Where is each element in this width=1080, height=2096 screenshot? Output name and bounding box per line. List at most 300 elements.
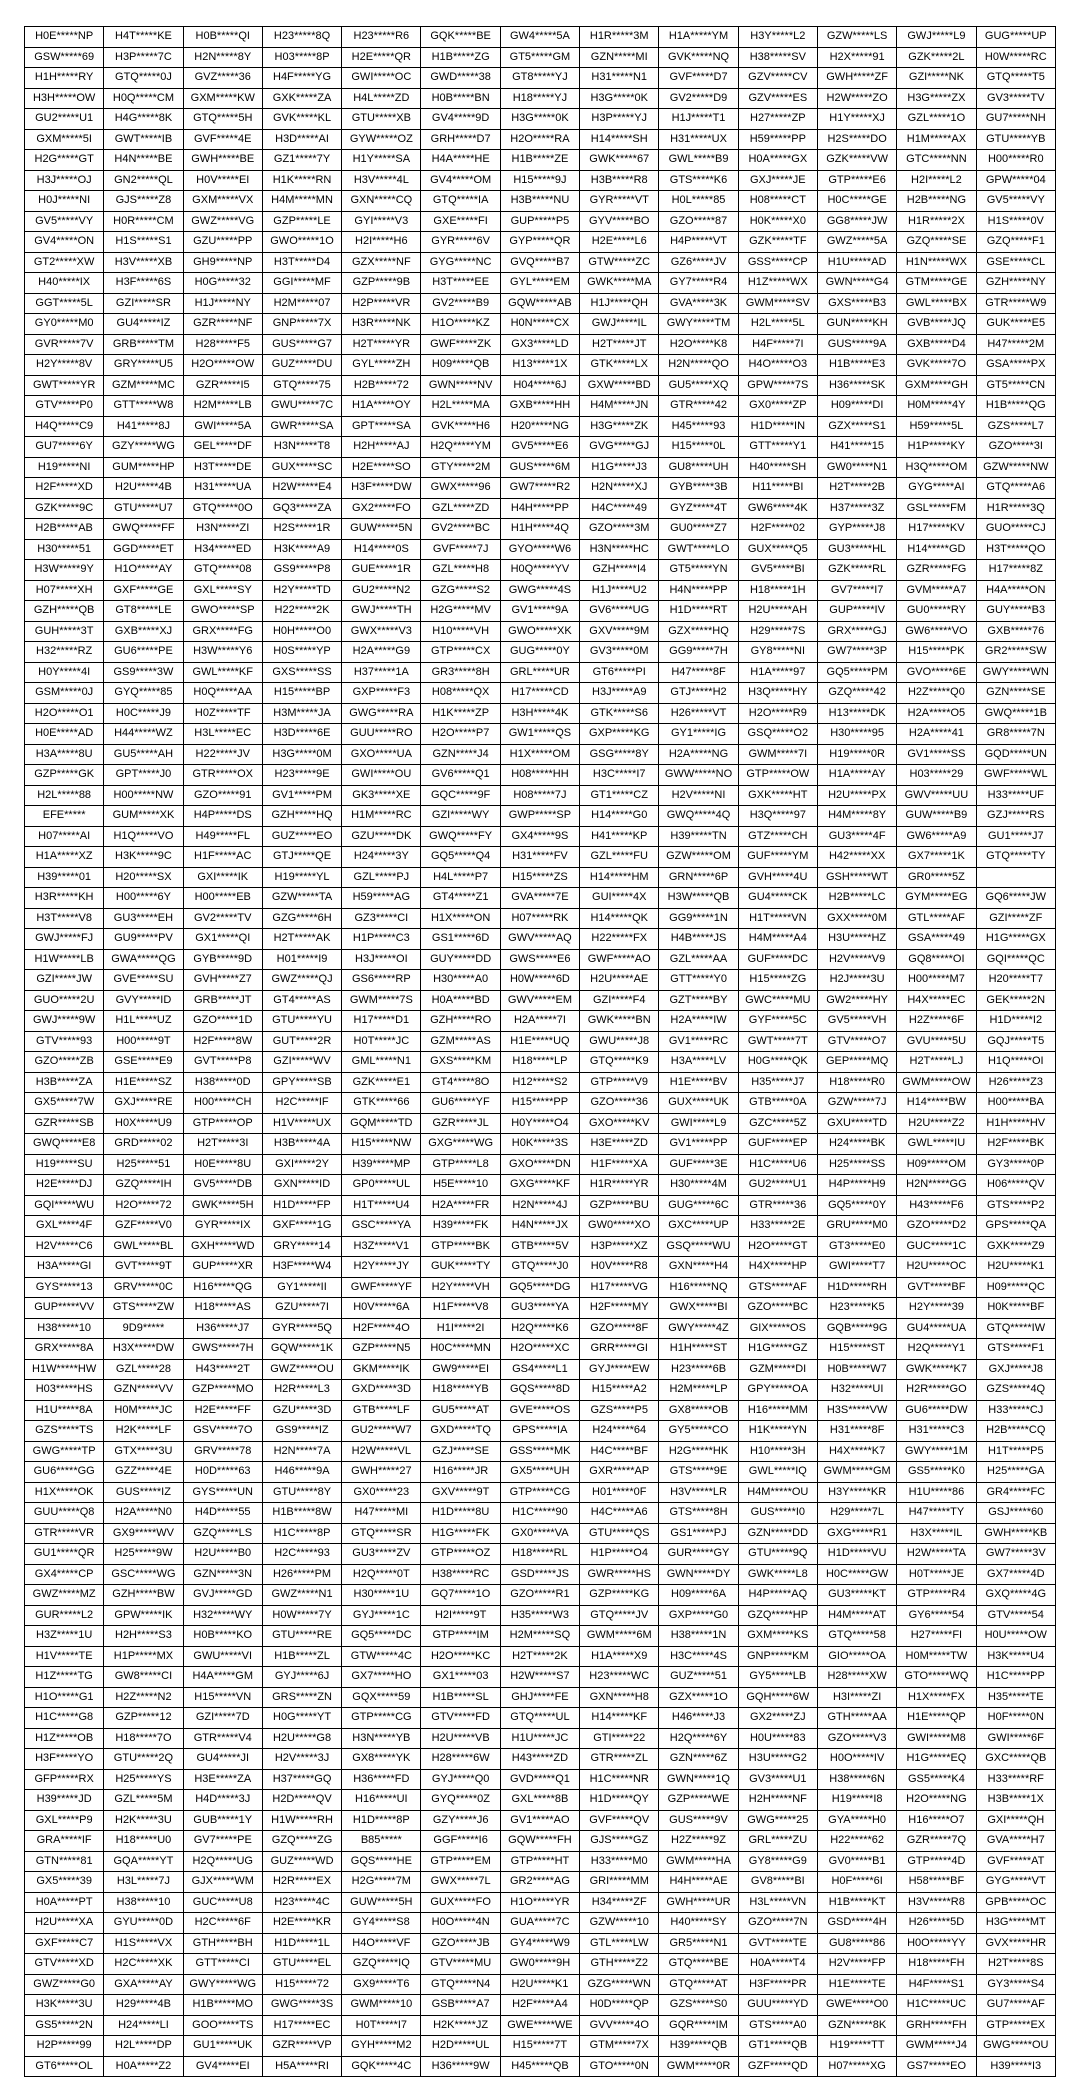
table-cell: H29*****4B [104,1995,183,2016]
table-cell: GWM*****HA [659,1851,738,1872]
table-cell: GYG*****VT [976,1872,1055,1893]
table-cell: GIO*****OA [817,1646,896,1667]
table-cell: GWI*****5A [183,416,262,437]
table-cell: GT1*****QB [738,2036,817,2057]
table-cell: GWE*****O0 [817,1995,896,2016]
table-cell: H2O*****KC [421,1646,500,1667]
table-cell: H2N*****4J [500,1195,579,1216]
table-cell: H0B*****KO [183,1626,262,1647]
table-cell: GWM*****J4 [897,2036,976,2057]
table-cell: GX7*****HO [342,1667,421,1688]
table-cell: H2W*****TA [897,1544,976,1565]
table-cell: GZP*****9B [342,273,421,294]
table-row [25,1257,1056,1278]
table-cell: GV5*****VY [976,191,1055,212]
table-cell: H1F*****V8 [421,1298,500,1319]
table-cell: GWT*****IB [104,129,183,150]
table-cell: H3R*****KH [25,888,104,909]
table-cell: GZN*****6Z [659,1749,738,1770]
table-cell: H39*****01 [25,867,104,888]
table-cell: H2C*****IF [262,1093,341,1114]
table-cell: GQ5*****Q4 [421,847,500,868]
table-cell: GSE*****CL [976,252,1055,273]
table-cell: H3X*****IL [897,1523,976,1544]
table-cell: H2F*****4O [342,1318,421,1339]
table-cell: GYF*****5C [738,1011,817,1032]
table-cell: H1B*****8W [262,1503,341,1524]
table-row [25,888,1056,909]
table-cell: GG9*****7H [659,642,738,663]
table-cell: H1C*****90 [500,1503,579,1524]
table-cell: GTP*****4D [897,1851,976,1872]
table-cell: H0T*****I7 [342,2015,421,2036]
table-cell: GWJ*****9W [25,1011,104,1032]
table-cell: GR2*****SW [976,642,1055,663]
table-cell: GTV*****54 [976,1605,1055,1626]
table-cell: H09*****QB [421,355,500,376]
table-cell: H3B*****ZA [25,1072,104,1093]
table-cell: H0A*****Z2 [104,2056,183,2077]
table-row [25,662,1056,683]
table-cell: GZI*****WV [262,1052,341,1073]
table-cell: GZW*****NW [976,457,1055,478]
table-cell: H4O*****O3 [738,355,817,376]
table-cell: H1E*****BV [659,1072,738,1093]
table-cell: H10*****VH [421,621,500,642]
table-cell: GVA*****7E [500,888,579,909]
table-cell: H38*****RC [421,1564,500,1585]
table-row [25,1995,1056,2016]
table-cell: GXW*****BD [580,375,659,396]
table-cell: H1G*****FK [421,1523,500,1544]
table-cell: H0Q*****YV [500,560,579,581]
table-row [25,1626,1056,1647]
table-cell: GTP*****V9 [580,1072,659,1093]
table-cell: H00*****M7 [897,970,976,991]
table-cell: GU6*****PE [104,642,183,663]
table-cell: GWT*****LO [659,539,738,560]
table-cell: GT3*****E0 [817,1236,896,1257]
table-cell: H1D*****QY [580,1790,659,1811]
table-cell: GZW*****TA [262,888,341,909]
table-cell: GWK*****MA [580,273,659,294]
table-cell: GZ1*****7Y [262,150,341,171]
table-cell: GTQ*****0O [183,498,262,519]
table-cell: H3A*****8U [25,744,104,765]
table-cell: H2S*****1R [262,519,341,540]
table-cell: GRS*****ZN [262,1687,341,1708]
table-cell: H2G*****MV [421,601,500,622]
table-cell: H0C*****GE [817,191,896,212]
table-cell: H1T*****VN [738,908,817,929]
table-cell: H1S*****VX [104,1933,183,1954]
table-cell: GWK*****L8 [738,1564,817,1585]
table-row [25,478,1056,499]
table-cell: GZR*****7Q [897,1831,976,1852]
table-cell: H3V*****XB [104,252,183,273]
table-cell: H0C*****J9 [104,703,183,724]
table-cell: GIX*****OS [738,1318,817,1339]
table-cell: GU2*****U1 [738,1175,817,1196]
table-cell: GRL*****ZU [738,1831,817,1852]
table-cell: H28*****F5 [183,334,262,355]
table-cell: GXM*****GH [897,375,976,396]
table-cell: H1X*****OK [25,1482,104,1503]
table-row [25,1851,1056,1872]
table-cell: H0M*****4Y [897,396,976,417]
table-cell: H5A*****RI [262,2056,341,2077]
table-cell: GUP*****XR [183,1257,262,1278]
table-cell: H1Y*****XJ [817,109,896,130]
table-cell: GQH*****6W [738,1687,817,1708]
table-cell: GQ5*****DC [342,1626,421,1647]
table-cell: GS5*****2N [25,2015,104,2036]
table-cell: H4M*****A4 [738,929,817,950]
table-row [25,232,1056,253]
table-cell: H00*****R0 [976,150,1055,171]
table-cell: GWP*****SP [500,806,579,827]
table-cell: H3T*****V8 [25,908,104,929]
table-cell: GWZ*****VG [183,211,262,232]
table-cell: GWD*****38 [421,68,500,89]
table-cell: GZS*****L7 [976,416,1055,437]
table-cell: H18*****7O [104,1728,183,1749]
table-cell: GTQ*****0J [104,68,183,89]
table-cell: H3Q*****97 [738,806,817,827]
table-cell: GYH*****M2 [342,2036,421,2057]
table-cell: B85***** [342,1831,421,1852]
table-cell: GYJ*****6J [262,1667,341,1688]
table-cell: H4X*****K7 [817,1441,896,1462]
table-cell: GUS*****9V [659,1810,738,1831]
table-cell: H14*****SH [580,129,659,150]
table-cell: GQB*****9G [817,1318,896,1339]
table-cell: GYR*****5Q [262,1318,341,1339]
table-cell: GZJ*****SE [421,1441,500,1462]
table-cell: GVV*****4O [580,2015,659,2036]
table-cell: H30*****95 [817,724,896,745]
table-cell: GUY*****B3 [976,601,1055,622]
table-cell: GZK*****VW [817,150,896,171]
table-cell: GSC*****WG [104,1564,183,1585]
table-cell: GTM*****7X [580,2036,659,2057]
table-cell: GX2*****FO [342,498,421,519]
table-cell: H3N*****YB [342,1728,421,1749]
table-cell: GTV*****P0 [25,396,104,417]
table-cell: GW1*****QS [500,724,579,745]
table-cell: H2M*****07 [262,293,341,314]
table-cell: GZL*****H8 [421,560,500,581]
table-cell: GKM*****IK [342,1359,421,1380]
table-cell: H24*****LI [104,2015,183,2036]
table-cell: GQ5*****PM [817,662,896,683]
table-cell: H4L*****P7 [421,867,500,888]
table-cell: GU6*****GG [25,1462,104,1483]
table-cell: H27*****ZP [738,109,817,130]
table-cell: GVA*****H7 [976,1831,1055,1852]
table-cell: GTW*****ZC [580,252,659,273]
table-cell: GWG*****TP [25,1441,104,1462]
table-cell: GWM*****OW [897,1072,976,1093]
table-cell: H0W*****RC [976,47,1055,68]
table-cell: GXM*****5I [25,129,104,150]
table-cell: GZN*****J4 [421,744,500,765]
table-cell: GTQ*****SR [342,1523,421,1544]
table-cell: GWT*****YR [25,375,104,396]
table-cell: H4P*****H9 [817,1175,896,1196]
table-cell: GPS*****IA [500,1421,579,1442]
table-cell: H2A*****41 [897,724,976,745]
table-cell: H2Q*****UG [183,1851,262,1872]
table-cell: H0D*****QP [580,1995,659,2016]
table-cell: GTQ*****TY [976,847,1055,868]
table-cell: GU3*****YA [500,1298,579,1319]
table-cell: GRX*****FG [183,621,262,642]
table-cell: H0E*****8U [183,1154,262,1175]
table-cell: GVF*****D7 [659,68,738,89]
table-row [25,867,1056,888]
table-cell: GUM*****HP [104,457,183,478]
table-cell: GUG*****0Y [500,642,579,663]
table-cell: GX4*****9S [500,826,579,847]
table-cell: H2K*****LF [104,1421,183,1442]
table-cell: GXH*****WD [183,1236,262,1257]
table-cell: H2F*****BK [976,1134,1055,1155]
table-cell: H1G*****GX [976,929,1055,950]
table-cell: GPY*****OA [738,1380,817,1401]
table-cell: GUP*****P5 [500,211,579,232]
table-cell: H16*****UI [342,1790,421,1811]
table-cell: GT2*****XW [25,252,104,273]
table-row [25,1605,1056,1626]
table-row [25,416,1056,437]
table-cell: H1K*****RN [262,170,341,191]
table-cell: H2G*****GT [25,150,104,171]
table-cell: H2T*****8S [976,1954,1055,1975]
table-cell: H17*****EC [262,2015,341,2036]
table-cell: GTQ*****JV [580,1605,659,1626]
table-cell: H17*****8Z [976,560,1055,581]
table-cell: H18*****YB [421,1380,500,1401]
table-cell: GTK*****LX [580,355,659,376]
table-cell: H15*****BP [262,683,341,704]
table-cell: GRY*****14 [262,1236,341,1257]
table-cell: GZI*****WY [421,806,500,827]
table-cell: GEP*****MQ [817,1052,896,1073]
table-cell: GXN*****H8 [580,1687,659,1708]
table-row [25,211,1056,232]
table-cell: GXG*****WG [421,1134,500,1155]
table-cell: GZQ*****F1 [976,232,1055,253]
table-cell: GU3*****KT [817,1585,896,1606]
table-cell: GXA*****AY [104,1974,183,1995]
table-cell: GTL*****AF [897,908,976,929]
table-cell: H1H*****4Q [500,519,579,540]
table-cell: H33*****2E [738,1216,817,1237]
table-row [25,1031,1056,1052]
table-cell: H33*****RF [976,1769,1055,1790]
table-cell: GTU*****EL [262,1954,341,1975]
table-cell: H1U*****JC [500,1728,579,1749]
table-cell: GTP*****EX [976,2015,1055,2036]
table-cell: GTI*****22 [580,1728,659,1749]
table-cell: GRN*****6P [659,867,738,888]
table-cell: H2F*****02 [738,519,817,540]
table-cell: GTU*****2Q [104,1749,183,1770]
table-cell: H25*****9W [104,1544,183,1565]
table-cell: GXB*****XJ [104,621,183,642]
table-cell: H3Z*****V1 [342,1236,421,1257]
table-cell: GU1*****UK [183,2036,262,2057]
table-cell: GUU*****RO [342,724,421,745]
table-cell: GX9*****T6 [342,1974,421,1995]
table-cell: GWR*****HS [580,1564,659,1585]
table-cell: GW6*****4K [738,498,817,519]
table-row [25,1277,1056,1298]
table-cell: GXS*****SS [262,662,341,683]
table-cell: GU4*****JI [183,1749,262,1770]
table-cell: GWG*****RA [342,703,421,724]
table-cell: H4C*****BF [580,1441,659,1462]
table-cell: H37*****1A [342,662,421,683]
table-cell: GWZ*****N1 [262,1585,341,1606]
table-cell: GWY*****4Z [659,1318,738,1339]
table-row [25,2036,1056,2057]
table-cell: H25*****YS [104,1769,183,1790]
table-cell: H1M*****RC [342,806,421,827]
table-cell: GQA*****YT [104,1851,183,1872]
table-cell: H2R*****GO [897,1380,976,1401]
table-cell: GWX*****BI [659,1298,738,1319]
table-cell: H3Q*****OM [897,457,976,478]
table-cell: GZQ*****SE [897,232,976,253]
table-cell: H0B*****W7 [817,1359,896,1380]
table-cell: H4D*****3J [183,1790,262,1811]
table-cell: GX2*****ZJ [738,1708,817,1729]
table-cell: H12*****S2 [500,1072,579,1093]
table-cell: GWJ*****IL [580,314,659,335]
table-cell: GTP*****IM [421,1626,500,1647]
table-cell: H4O*****VF [342,1933,421,1954]
table-cell: GVK*****H6 [421,416,500,437]
table-cell: GZH*****I4 [580,560,659,581]
table-cell: EFE***** [25,806,104,827]
table-cell: GZY*****J6 [421,1810,500,1831]
table-cell: H2A*****IW [659,1011,738,1032]
table-cell: H1B*****ZE [500,150,579,171]
table-cell: GYI*****V3 [342,211,421,232]
table-cell: GW0*****XO [580,1216,659,1237]
table-cell: GU2*****U1 [25,109,104,130]
table-cell: H2P*****VR [342,293,421,314]
table-cell: GTB*****5V [500,1236,579,1257]
table-cell: GWM*****6M [580,1626,659,1647]
table-cell: GTS*****A0 [738,2015,817,2036]
table-cell: H3X*****DW [104,1339,183,1360]
table-cell: GWI*****T7 [817,1257,896,1278]
table-cell: H4M*****JN [580,396,659,417]
table-cell: GWY*****TM [659,314,738,335]
table-cell: GWM*****GM [817,1462,896,1483]
table-cell: GZO*****3I [976,437,1055,458]
table-cell: H1D*****I2 [976,1011,1055,1032]
table-cell: GTB*****0A [738,1093,817,1114]
table-cell: GU8*****UH [659,457,738,478]
table-cell: GSH*****WT [817,867,896,888]
table-cell: GXP*****G0 [659,1605,738,1626]
table-row [25,1318,1056,1339]
table-cell: GWN*****DY [659,1564,738,1585]
table-cell: GTK*****S6 [580,703,659,724]
table-cell: GWR*****SA [262,416,341,437]
table-cell: H2H*****NF [738,1790,817,1811]
table-cell: GZP*****12 [104,1708,183,1729]
table-cell: H35*****J7 [738,1072,817,1093]
table-cell: GZF*****V0 [104,1216,183,1237]
table-cell: GXL*****8B [500,1790,579,1811]
table-cell: H3N*****T8 [262,437,341,458]
table-cell: H38*****1N [659,1626,738,1647]
table-cell: GWS*****E6 [500,949,579,970]
table-cell: H4X*****EC [897,990,976,1011]
table-cell: GRD*****02 [104,1134,183,1155]
table-cell: GWG*****25 [738,1810,817,1831]
table-cell: H3E*****ZD [580,1134,659,1155]
table-cell: H3U*****HZ [817,929,896,950]
table-cell: GVQ*****B7 [500,252,579,273]
table-row [25,1564,1056,1585]
table-cell: GTM*****GE [897,273,976,294]
table-cell: GWM*****7I [738,744,817,765]
table-cell: H4G*****8K [104,109,183,130]
table-cell: H2L*****88 [25,785,104,806]
table-cell: GTT*****W8 [104,396,183,417]
table-cell: GZL*****1O [897,109,976,130]
table-cell: GZP*****LE [262,211,341,232]
table-cell: H4B*****JS [659,929,738,950]
table-cell: GW2*****HY [817,990,896,1011]
table-cell: GHJ*****FE [500,1687,579,1708]
table-cell: GZL*****AA [659,949,738,970]
table-cell: GZH*****BW [104,1585,183,1606]
table-cell: H1W*****RH [262,1810,341,1831]
table-cell: GTP*****CG [342,1708,421,1729]
table-cell: H0C*****MN [421,1339,500,1360]
table-cell: H14*****GD [897,539,976,560]
table-cell: H25*****51 [104,1154,183,1175]
table-cell: H2E*****L6 [580,232,659,253]
table-cell: GTS*****9E [659,1462,738,1483]
table-cell: GTJ*****QE [262,847,341,868]
table-cell: H2O*****NG [897,1790,976,1811]
table-cell: H3H*****OW [25,88,104,109]
table-cell: H0T*****JE [897,1564,976,1585]
table-cell: GWQ*****E8 [25,1134,104,1155]
table-cell: GXV*****9T [421,1482,500,1503]
table-cell: H2I*****H6 [342,232,421,253]
table-cell: GTP*****OW [738,765,817,786]
table-cell: H2B*****72 [342,375,421,396]
table-cell: GZM*****AS [421,1031,500,1052]
table-cell: H2B*****LC [817,888,896,909]
table-cell: GVT*****TE [738,1933,817,1954]
table-cell: H2U*****VB [421,1728,500,1749]
table-cell: GSM*****0J [25,683,104,704]
table-row [25,150,1056,171]
table-cell: H2O*****K8 [659,334,738,355]
table-cell: H2R*****L3 [262,1380,341,1401]
table-cell: GT5*****YN [659,560,738,581]
